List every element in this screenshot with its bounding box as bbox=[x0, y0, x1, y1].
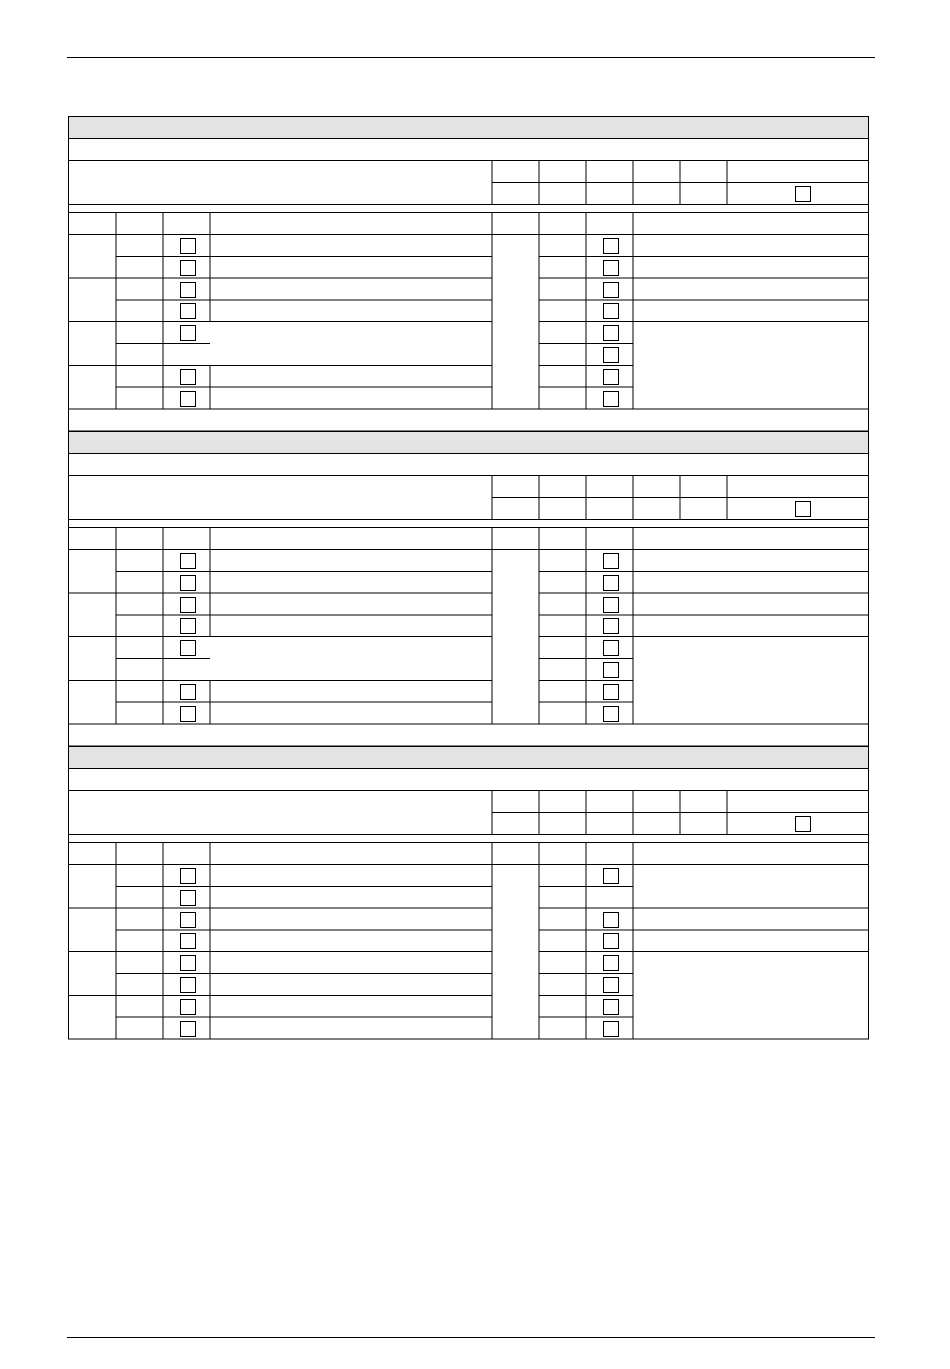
section-header-bar bbox=[69, 747, 869, 769]
right-checkbox[interactable] bbox=[604, 1022, 619, 1037]
left-checkbox[interactable] bbox=[181, 554, 196, 569]
right-checkbox[interactable] bbox=[604, 619, 619, 634]
left-checkbox[interactable] bbox=[181, 641, 196, 656]
left-checkbox[interactable] bbox=[181, 261, 196, 276]
right-checkbox[interactable] bbox=[604, 239, 619, 254]
section-header-bar bbox=[69, 432, 869, 454]
left-checkbox[interactable] bbox=[181, 685, 196, 700]
footer-rule bbox=[67, 1337, 875, 1338]
left-checkbox[interactable] bbox=[181, 1000, 196, 1015]
right-checkbox[interactable] bbox=[604, 707, 619, 722]
left-checkbox[interactable] bbox=[181, 869, 196, 884]
section-header-bar bbox=[69, 117, 869, 139]
right-checkbox[interactable] bbox=[604, 576, 619, 591]
left-checkbox[interactable] bbox=[181, 370, 196, 385]
left-checkbox[interactable] bbox=[181, 619, 196, 634]
left-checkbox[interactable] bbox=[181, 913, 196, 928]
right-checkbox[interactable] bbox=[604, 554, 619, 569]
right-checkbox[interactable] bbox=[604, 641, 619, 656]
right-checkbox[interactable] bbox=[604, 283, 619, 298]
right-checkbox[interactable] bbox=[604, 326, 619, 341]
right-checkbox[interactable] bbox=[604, 392, 619, 407]
summary-checkbox[interactable] bbox=[796, 187, 811, 202]
summary-checkbox[interactable] bbox=[796, 817, 811, 832]
right-checkbox[interactable] bbox=[604, 956, 619, 971]
right-checkbox[interactable] bbox=[604, 370, 619, 385]
left-checkbox[interactable] bbox=[181, 934, 196, 949]
right-checkbox[interactable] bbox=[604, 261, 619, 276]
left-checkbox[interactable] bbox=[181, 239, 196, 254]
right-checkbox[interactable] bbox=[604, 304, 619, 319]
header-rule bbox=[67, 57, 875, 58]
right-checkbox[interactable] bbox=[604, 1000, 619, 1015]
right-checkbox[interactable] bbox=[604, 913, 619, 928]
right-checkbox[interactable] bbox=[604, 978, 619, 993]
summary-checkbox[interactable] bbox=[796, 502, 811, 517]
left-checkbox[interactable] bbox=[181, 326, 196, 341]
left-checkbox[interactable] bbox=[181, 598, 196, 613]
left-checkbox[interactable] bbox=[181, 956, 196, 971]
right-checkbox[interactable] bbox=[604, 663, 619, 678]
left-checkbox[interactable] bbox=[181, 891, 196, 906]
right-checkbox[interactable] bbox=[604, 348, 619, 363]
form-grid bbox=[68, 116, 869, 1040]
right-checkbox[interactable] bbox=[604, 685, 619, 700]
left-checkbox[interactable] bbox=[181, 392, 196, 407]
right-checkbox[interactable] bbox=[604, 598, 619, 613]
right-checkbox[interactable] bbox=[604, 869, 619, 884]
left-checkbox[interactable] bbox=[181, 1022, 196, 1037]
left-checkbox[interactable] bbox=[181, 707, 196, 722]
left-checkbox[interactable] bbox=[181, 283, 196, 298]
left-checkbox[interactable] bbox=[181, 978, 196, 993]
left-checkbox[interactable] bbox=[181, 576, 196, 591]
left-checkbox[interactable] bbox=[181, 304, 196, 319]
inspection-form bbox=[68, 116, 869, 1040]
right-checkbox[interactable] bbox=[604, 934, 619, 949]
